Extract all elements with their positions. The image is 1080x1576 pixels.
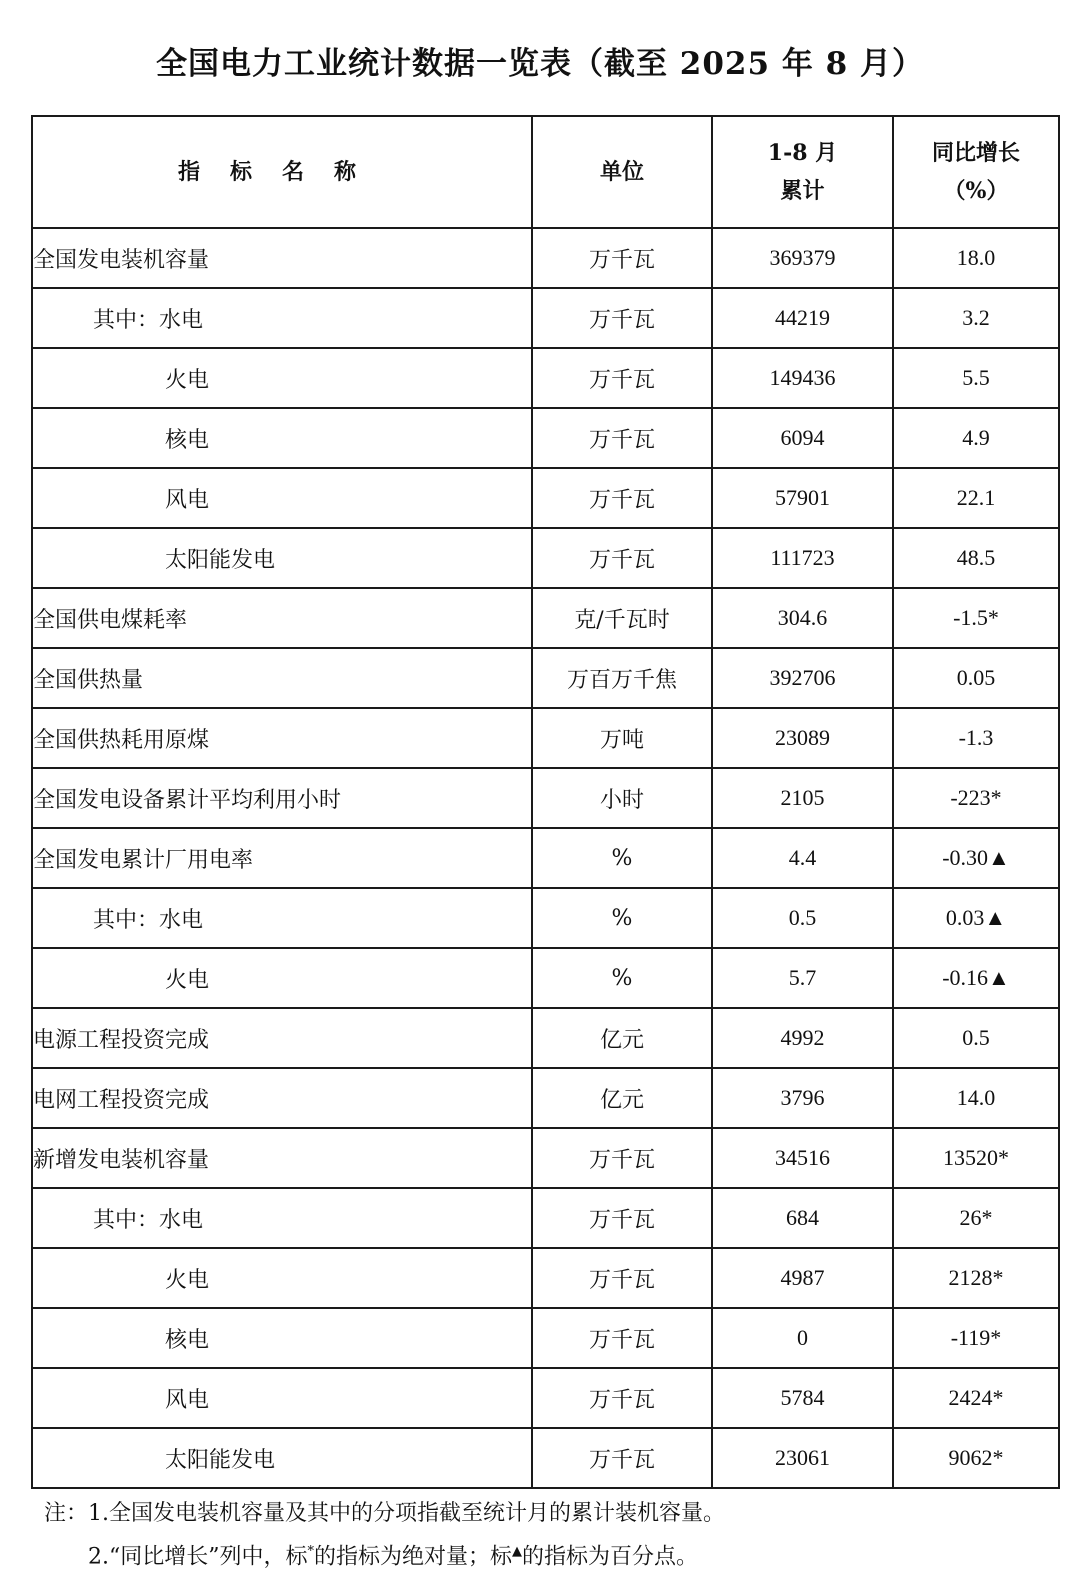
yoy-growth-cell: -223* bbox=[893, 768, 1059, 828]
footnote-2-part-c: 的指标为百分点。 bbox=[522, 1544, 699, 1570]
cumulative-value-cell: 44219 bbox=[712, 288, 893, 348]
yoy-growth-cell: -1.5* bbox=[893, 588, 1059, 648]
unit-cell: 万千瓦 bbox=[532, 228, 712, 288]
yoy-growth-cell: 3.2 bbox=[893, 288, 1059, 348]
unit-cell: % bbox=[532, 948, 712, 1008]
table-row bbox=[32, 528, 1059, 588]
cumulative-value-cell: 149436 bbox=[712, 348, 893, 408]
unit-cell: 万千瓦 bbox=[532, 1428, 712, 1488]
page-title: 全国电力工业统计数据一览表（截至 2025 年 8 月） bbox=[155, 46, 925, 82]
indicator-name-cell: 全国发电累计厂用电率 bbox=[32, 828, 532, 888]
table-row bbox=[32, 348, 1059, 408]
header-cumulative bbox=[712, 116, 893, 228]
cumulative-value-cell: 3796 bbox=[712, 1068, 893, 1128]
indicator-name-cell: 火电 bbox=[32, 948, 532, 1008]
unit-cell: 万千瓦 bbox=[532, 1308, 712, 1368]
cumulative-value-cell: 57901 bbox=[712, 468, 893, 528]
cumulative-value-cell: 6094 bbox=[712, 408, 893, 468]
table-row bbox=[32, 1068, 1059, 1128]
indicator-name-cell: 其中：水电 bbox=[32, 1188, 532, 1248]
unit-cell: 万千瓦 bbox=[532, 1248, 712, 1308]
yoy-growth-cell: 2128* bbox=[893, 1248, 1059, 1308]
table-row bbox=[32, 1008, 1059, 1068]
header-yoy bbox=[893, 116, 1059, 228]
cumulative-value-cell: 0.5 bbox=[712, 888, 893, 948]
table-row bbox=[32, 228, 1059, 288]
cumulative-value-cell: 5784 bbox=[712, 1368, 893, 1428]
statistics-table bbox=[31, 115, 1060, 1489]
unit-cell: % bbox=[532, 828, 712, 888]
table-row bbox=[32, 288, 1059, 348]
table-row bbox=[32, 708, 1059, 768]
indicator-name-cell: 全国供热量 bbox=[32, 648, 532, 708]
cumulative-value-cell: 23089 bbox=[712, 708, 893, 768]
triangle-mark-icon: ▲ bbox=[512, 1544, 523, 1559]
cumulative-value-cell: 4992 bbox=[712, 1008, 893, 1068]
cumulative-value-cell: 5.7 bbox=[712, 948, 893, 1008]
yoy-growth-cell: 0.05 bbox=[893, 648, 1059, 708]
unit-cell: 万千瓦 bbox=[532, 1128, 712, 1188]
indicator-name-cell: 全国供电煤耗率 bbox=[32, 588, 532, 648]
indicator-name-cell: 全国发电装机容量 bbox=[32, 228, 532, 288]
yoy-growth-cell: 4.9 bbox=[893, 408, 1059, 468]
cumulative-value-cell: 4.4 bbox=[712, 828, 893, 888]
unit-cell: 万千瓦 bbox=[532, 348, 712, 408]
yoy-growth-cell: -0.16▲ bbox=[893, 948, 1059, 1008]
cumulative-value-cell: 0 bbox=[712, 1308, 893, 1368]
unit-cell: 万千瓦 bbox=[532, 528, 712, 588]
yoy-growth-cell: 18.0 bbox=[893, 228, 1059, 288]
cumulative-value-cell: 111723 bbox=[712, 528, 893, 588]
header-unit: 单位 bbox=[532, 116, 712, 228]
footnote-1: 注：1.全国发电装机容量及其中的分项指截至统计月的累计装机容量。 bbox=[44, 1501, 725, 1526]
indicator-name-cell: 太阳能发电 bbox=[32, 528, 532, 588]
asterisk-mark: * bbox=[307, 1544, 314, 1559]
cumulative-value-cell: 34516 bbox=[712, 1128, 893, 1188]
table-row bbox=[32, 1308, 1059, 1368]
cumulative-value-cell: 684 bbox=[712, 1188, 893, 1248]
indicator-name-cell: 风电 bbox=[32, 1368, 532, 1428]
cumulative-value-cell: 4987 bbox=[712, 1248, 893, 1308]
yoy-growth-cell: 9062* bbox=[893, 1428, 1059, 1488]
unit-cell: 亿元 bbox=[532, 1068, 712, 1128]
indicator-name-cell: 全国供热耗用原煤 bbox=[32, 708, 532, 768]
footnote-2 bbox=[44, 1533, 725, 1576]
yoy-growth-cell: -1.3 bbox=[893, 708, 1059, 768]
table-row bbox=[32, 1188, 1059, 1248]
table-row bbox=[32, 468, 1059, 528]
unit-cell: 万千瓦 bbox=[532, 288, 712, 348]
header-indicator-name: 指标名称 bbox=[32, 116, 532, 228]
indicator-name-cell: 核电 bbox=[32, 1308, 532, 1368]
cumulative-value-cell: 2105 bbox=[712, 768, 893, 828]
indicator-name-cell: 火电 bbox=[32, 348, 532, 408]
header-yoy-line1: 同比增长 bbox=[931, 140, 1020, 166]
cumulative-value-cell: 23061 bbox=[712, 1428, 893, 1488]
table-row bbox=[32, 648, 1059, 708]
table-row bbox=[32, 888, 1059, 948]
yoy-growth-cell: -0.30▲ bbox=[893, 828, 1059, 888]
unit-cell: % bbox=[532, 888, 712, 948]
yoy-growth-cell: 26* bbox=[893, 1188, 1059, 1248]
yoy-growth-cell: 14.0 bbox=[893, 1068, 1059, 1128]
indicator-name-cell: 电源工程投资完成 bbox=[32, 1008, 532, 1068]
unit-cell: 万百万千焦 bbox=[532, 648, 712, 708]
unit-cell: 亿元 bbox=[532, 1008, 712, 1068]
table-row bbox=[32, 1248, 1059, 1308]
yoy-growth-cell: 0.03▲ bbox=[893, 888, 1059, 948]
footnote-2-part-a: 2.“同比增长”列中，标 bbox=[88, 1544, 308, 1570]
yoy-growth-cell: 48.5 bbox=[893, 528, 1059, 588]
unit-cell: 万吨 bbox=[532, 708, 712, 768]
header-cumulative-line1: 1-8 月 bbox=[767, 140, 838, 166]
indicator-name-cell: 全国发电设备累计平均利用小时 bbox=[32, 768, 532, 828]
unit-cell: 万千瓦 bbox=[532, 468, 712, 528]
yoy-growth-cell: 13520* bbox=[893, 1128, 1059, 1188]
table-row bbox=[32, 1368, 1059, 1428]
table-row bbox=[32, 948, 1059, 1008]
unit-cell: 小时 bbox=[532, 768, 712, 828]
yoy-growth-cell: 0.5 bbox=[893, 1008, 1059, 1068]
yoy-growth-cell: 22.1 bbox=[893, 468, 1059, 528]
table-row bbox=[32, 828, 1059, 888]
table-row bbox=[32, 1428, 1059, 1488]
indicator-name-cell: 其中：水电 bbox=[32, 888, 532, 948]
unit-cell: 万千瓦 bbox=[532, 1368, 712, 1428]
cumulative-value-cell: 369379 bbox=[712, 228, 893, 288]
footnote-2-part-b: 的指标为绝对量；标 bbox=[314, 1544, 513, 1570]
cumulative-value-cell: 304.6 bbox=[712, 588, 893, 648]
cumulative-value-cell: 392706 bbox=[712, 648, 893, 708]
indicator-name-cell: 风电 bbox=[32, 468, 532, 528]
table-row bbox=[32, 1128, 1059, 1188]
indicator-name-cell: 核电 bbox=[32, 408, 532, 468]
table-row bbox=[32, 768, 1059, 828]
table-header-row bbox=[32, 116, 1059, 228]
indicator-name-cell: 电网工程投资完成 bbox=[32, 1068, 532, 1128]
yoy-growth-cell: 5.5 bbox=[893, 348, 1059, 408]
unit-cell: 万千瓦 bbox=[532, 1188, 712, 1248]
indicator-name-cell: 火电 bbox=[32, 1248, 532, 1308]
header-cumulative-line2: 累计 bbox=[780, 178, 825, 204]
unit-cell: 万千瓦 bbox=[532, 408, 712, 468]
indicator-name-cell: 太阳能发电 bbox=[32, 1428, 532, 1488]
indicator-name-cell: 其中：水电 bbox=[32, 288, 532, 348]
yoy-growth-cell: -119* bbox=[893, 1308, 1059, 1368]
table-row bbox=[32, 588, 1059, 648]
yoy-growth-cell: 2424* bbox=[893, 1368, 1059, 1428]
unit-cell: 克/千瓦时 bbox=[532, 588, 712, 648]
indicator-name-cell: 新增发电装机容量 bbox=[32, 1128, 532, 1188]
header-yoy-line2: （%） bbox=[943, 178, 1009, 204]
table-row bbox=[32, 408, 1059, 468]
footnotes bbox=[44, 1495, 725, 1576]
table-body bbox=[32, 228, 1059, 1488]
